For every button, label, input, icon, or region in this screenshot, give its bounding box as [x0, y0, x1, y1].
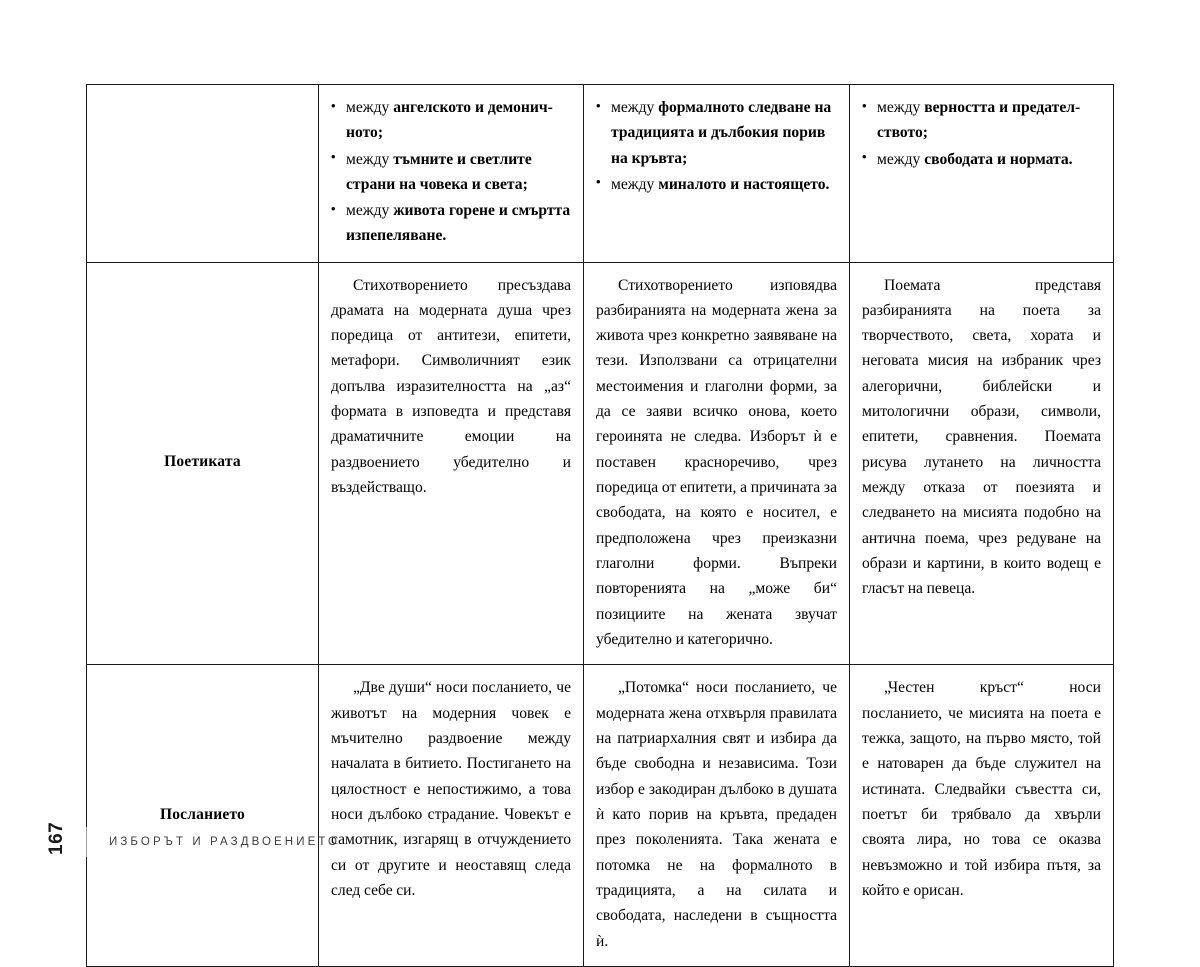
list-item: [331, 198, 571, 249]
bullet-list: [331, 95, 571, 249]
bullet-text: живота горене и смъртта изпепеляване.: [346, 202, 571, 245]
row-label-message: Посланието: [87, 665, 319, 967]
row-label-cell: [87, 85, 319, 263]
page-footer: [44, 812, 340, 872]
table-row: [87, 262, 1114, 665]
row-label-poetics: Поетиката: [87, 262, 319, 665]
bullet-lead: между: [346, 150, 394, 168]
bullet-text: ангелското и демоничното;: [346, 99, 553, 142]
list-item: [596, 95, 837, 171]
cell-paragraph: Стихотворението пресъздава драмата на модерната душа чрез поредица от антитези, епитети, метафори. Символичният език допълва изразителността на „аз“ формата в изповедта и представя драматичните емоции на раздвоението убедително и въздействащо.: [331, 276, 571, 497]
list-item: [862, 95, 1101, 146]
cell-r1-c1: [319, 85, 584, 263]
page-number: 167: [46, 821, 67, 855]
footer-divider: [86, 827, 87, 857]
cell-r1-c2: [584, 85, 850, 263]
cell-r1-c3: [850, 85, 1114, 263]
cell-r2-c1: [319, 262, 584, 665]
list-item: [596, 172, 837, 197]
cell-r3-c1: [319, 665, 584, 967]
bullet-lead: между: [877, 150, 925, 168]
cell-paragraph: Поемата представя разбиранията на поета за творчеството, света, хората и неговата мисия на избраник чрез алегорични, библейски и митологични образи, символи, епитети, сравнения. Поемата рисува лутането на личността между отказа от поезията и следването на мисията подобно на антична поема, чрез редуване на образи и картини, в които водещ е гласът на певеца.: [862, 276, 1101, 598]
cell-r3-c2: [584, 665, 850, 967]
bullet-text: формалното следване на традицията и дълбокия порив на кръвта;: [611, 99, 832, 167]
bullet-text: верността и предателството;: [877, 99, 1081, 142]
bullet-list: [596, 95, 837, 197]
bullet-lead: между: [611, 175, 659, 193]
cell-r2-c2: [584, 262, 850, 665]
bullet-lead: между: [877, 99, 925, 116]
bullet-text: тъмните и светлите страни на човека и света;: [346, 150, 532, 193]
bullet-lead: между: [346, 99, 394, 116]
cell-paragraph: „Честен кръст“ носи посланието, че мисията на поета е тежка, защото, на първо място, той е натоварен да бъде служител на истината. Следвайки съвестта си, поетът би трябвало да хвърли своята лира, но това се оказва невъзможно и той избира пътя, за който е орисан.: [862, 679, 1101, 900]
list-item: [331, 147, 571, 198]
bullet-text: свободата и нормата.: [924, 150, 1073, 168]
table-row: [87, 85, 1114, 263]
bullet-lead: между: [346, 202, 394, 219]
bullet-text: миналото и настоящето.: [658, 175, 830, 193]
list-item: [331, 95, 571, 146]
cell-paragraph: „Потомка“ носи посланието, че модерната жена отхвърля правилата на патриархалния свят и избира да бъде свободна и независима. Този избор е закодиран дълбоко в душата ѝ като порив на кръвта, предаден през поколенията. Така жената е потомка не на формалното в традицията, а на силата и свободата, наследени в същността ѝ.: [596, 679, 837, 950]
cell-r3-c3: [850, 665, 1114, 967]
cell-paragraph: „Две души“ носи посланието, че животът на модерния човек е мъчително раздвоение между началата в битието. Постигането на цялостност е непостижимо, а това носи дълбоко страдание. Човекът е самотник, изгарящ в отчуждението си от другите и неоставящ следа след себе си.: [331, 679, 571, 900]
running-head: ИЗБОРЪТ И РАЗДВОЕНИЕТО: [109, 836, 341, 848]
bullet-list: [862, 95, 1101, 172]
list-item: [862, 147, 1101, 172]
bullet-lead: между: [611, 99, 659, 116]
cell-r2-c3: [850, 262, 1114, 665]
cell-paragraph: Стихотворението изповядва разбиранията на модерната жена за живота чрез конкретно заявяване на тези. Използвани са отрицателни местоимения и глаголни форми, за да се заяви всичко онова, което героинята не следва. Изборът ѝ е поставен красноречиво, чрез поредица от епитети, а причината за свободата, на която е носител, е предположена чрез преизказни глаголни форми. Въпреки повторенията на „може би“ позициите на жената звучат убедително и категорично.: [596, 276, 837, 649]
